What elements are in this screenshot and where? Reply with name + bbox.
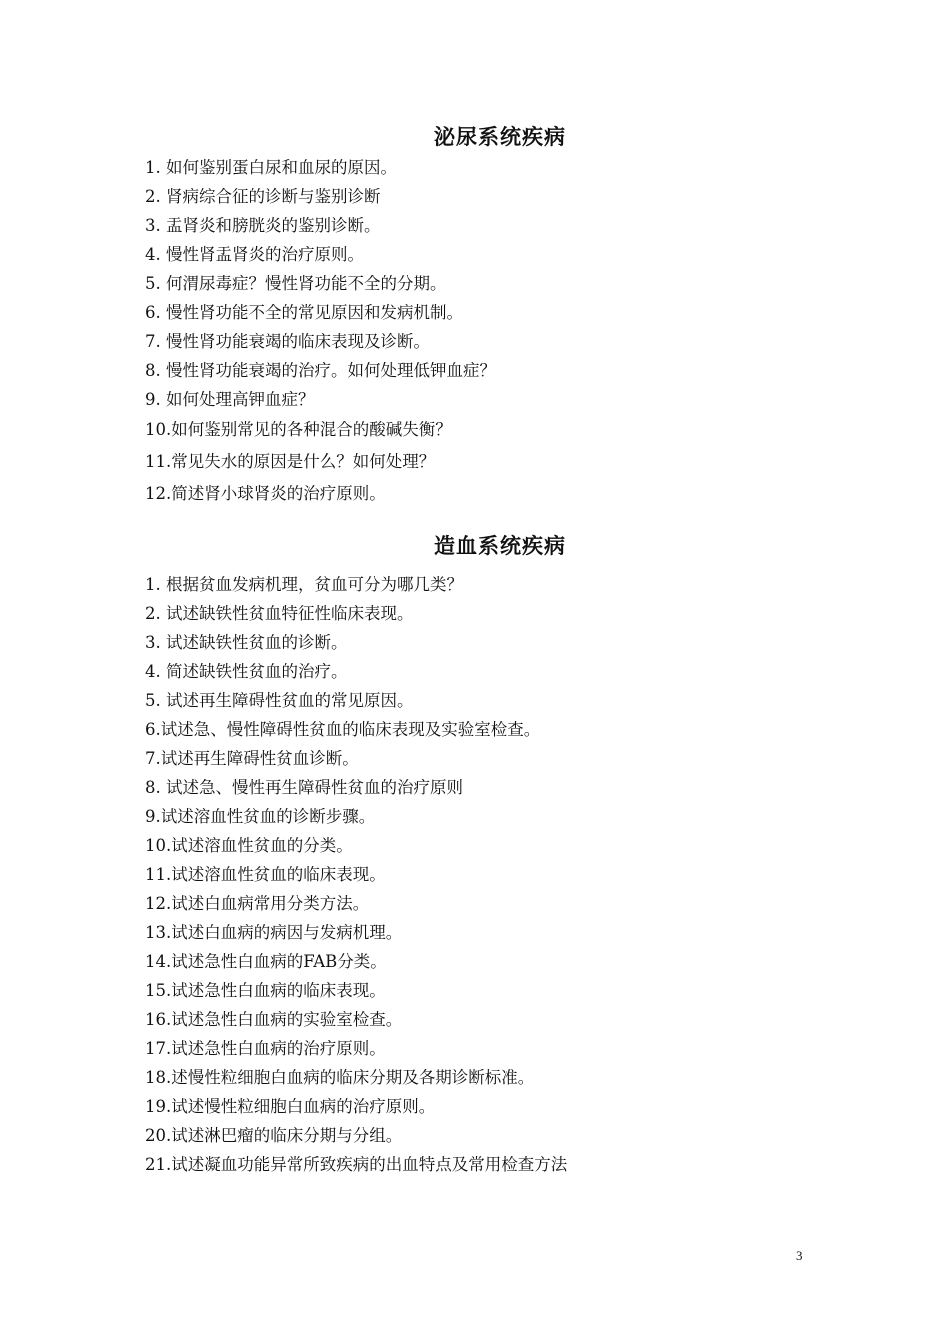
list-item: 3. 试述缺铁性贫血的诊断。 — [145, 633, 348, 652]
list-item: 4. 慢性肾盂肾炎的治疗原则。 — [145, 245, 364, 264]
list-item: 5. 何渭尿毒症？慢性肾功能不全的分期。 — [145, 274, 447, 293]
page-number: 3 — [796, 1248, 803, 1263]
list-item: 12.试述白血病常用分类方法。 — [145, 894, 370, 913]
list-item: 1. 根据贫血发病机理，贫血可分为哪几类？ — [145, 575, 463, 594]
list-item: 6. 慢性肾功能不全的常见原因和发病机制。 — [145, 303, 463, 322]
section-title-hematopoietic: 造血系统疾病 — [434, 533, 566, 558]
list-item: 1. 如何鉴别蛋白尿和血尿的原因。 — [145, 158, 397, 177]
list-item: 21.试述凝血功能异常所致疾病的出血特点及常用检查方法 — [145, 1155, 568, 1174]
list-item: 6.试述急、慢性障碍性贫血的临床表现及实验室检查。 — [145, 720, 541, 739]
list-item: 5. 试述再生障碍性贫血的常见原因。 — [145, 691, 414, 710]
list-item: 11.试述溶血性贫血的临床表现。 — [145, 865, 386, 884]
list-item: 13.试述白血病的病因与发病机理。 — [145, 923, 403, 942]
list-item: 20.试述淋巴瘤的临床分期与分组。 — [145, 1126, 403, 1145]
urinary-question-list — [145, 153, 496, 510]
section-title-urinary: 泌尿系统疾病 — [434, 124, 566, 149]
hematopoietic-question-list — [145, 570, 567, 1179]
list-item: 4. 简述缺铁性贫血的治疗。 — [145, 662, 348, 681]
list-item: 14.试述急性白血病的FAB分类。 — [145, 952, 387, 971]
list-item: 15.试述急性白血病的临床表现。 — [145, 981, 386, 1000]
list-item: 19.试述慢性粒细胞白血病的治疗原则。 — [145, 1097, 436, 1116]
list-item: 10.如何鉴别常见的各种混合的酸碱失衡？ — [145, 420, 452, 439]
list-item: 8. 试述急、慢性再生障碍性贫血的治疗原则 — [145, 778, 463, 797]
list-item: 2. 试述缺铁性贫血特征性临床表现。 — [145, 604, 414, 623]
list-item: 16.试述急性白血病的实验室检查。 — [145, 1010, 403, 1029]
list-item: 7. 慢性肾功能衰竭的临床表现及诊断。 — [145, 332, 430, 351]
list-item: 9. 如何处理高钾血症？ — [145, 390, 315, 409]
list-item: 2. 肾病综合征的诊断与鉴别诊断 — [145, 187, 381, 206]
list-item: 18.述慢性粒细胞白血病的临床分期及各期诊断标准。 — [145, 1068, 535, 1087]
list-item: 8. 慢性肾功能衰竭的治疗。如何处理低钾血症？ — [145, 361, 496, 380]
list-item: 3. 盂肾炎和膀胱炎的鉴别诊断。 — [145, 216, 381, 235]
list-item: 12.简述肾小球肾炎的治疗原则。 — [145, 484, 386, 503]
list-item: 9.试述溶血性贫血的诊断步骤。 — [145, 807, 376, 826]
list-item: 17.试述急性白血病的治疗原则。 — [145, 1039, 386, 1058]
list-item: 11.常见失水的原因是什么？如何处理？ — [145, 452, 436, 471]
list-item: 10.试述溶血性贫血的分类。 — [145, 836, 353, 855]
list-item: 7.试述再生障碍性贫血诊断。 — [145, 749, 359, 768]
